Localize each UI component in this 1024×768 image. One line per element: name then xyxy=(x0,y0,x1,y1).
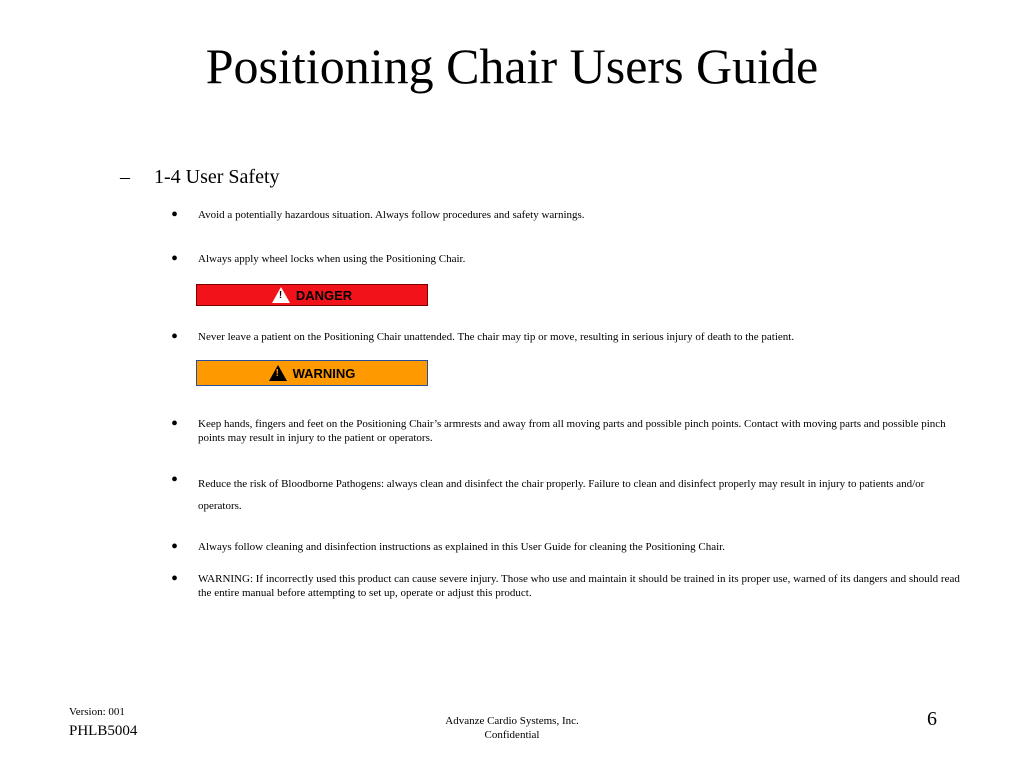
bullet-marker: • xyxy=(171,568,179,590)
page-number: 6 xyxy=(927,708,937,730)
slide-title: Positioning Chair Users Guide xyxy=(205,38,819,94)
bullet-text: Keep hands, fingers and feet on the Positioning Chair’s armrests and away from all moving parts and possible pinch points. Contact with moving parts and possible pinch points may result in injury to the patient or operators. xyxy=(198,418,946,444)
bullet-item xyxy=(171,326,961,348)
bullet-marker: • xyxy=(171,469,179,491)
bullet-text: Always apply wheel locks when using the Positioning Chair. xyxy=(198,253,466,265)
warning-banner xyxy=(196,360,428,386)
bullet-item xyxy=(171,248,961,270)
bullet-marker: • xyxy=(171,326,179,348)
bullet-text: Reduce the risk of Bloodborne Pathogens: always clean and disinfect the chair properly. Failure to clean and disinfect properly may result in injury to patients and/or operators. xyxy=(198,478,925,512)
footer-confidential: Confidential xyxy=(484,729,540,741)
footer-company-block xyxy=(412,714,612,742)
bullet-marker: • xyxy=(171,536,179,558)
bullet-marker: • xyxy=(171,413,179,435)
section-label: 1-4 User Safety xyxy=(154,166,280,188)
bullet-marker: • xyxy=(171,204,179,226)
footer-company: Advanze Cardio Systems, Inc. xyxy=(445,715,579,727)
bullet-text: Always follow cleaning and disinfection instructions as explained in this User Guide for cleaning the Positioning Chair. xyxy=(198,541,725,553)
bullet-text: Never leave a patient on the Positioning Chair unattended. The chair may tip or move, resulting in serious injury of death to the patient. xyxy=(198,331,795,343)
bullet-item xyxy=(171,413,961,445)
bullet-text: Avoid a potentially hazardous situation. Always follow procedures and safety warnings. xyxy=(198,209,585,221)
footer-version: Version: 001 xyxy=(69,706,125,718)
bullet-item xyxy=(171,204,961,226)
warning-label: WARNING xyxy=(292,365,356,381)
section-dash: – xyxy=(120,166,130,188)
footer-doc-id: PHLB5004 xyxy=(69,723,138,739)
warning-triangle-icon: ! xyxy=(269,365,287,381)
bullet-text: WARNING: If incorrectly used this product can cause severe injury. Those who use and maintain it should be trained in its proper use, warned of its dangers and should read the entire manual before attempting to set up, operate or adjust this product. xyxy=(198,573,960,599)
warning-triangle-icon: ! xyxy=(272,287,290,303)
bullet-item xyxy=(171,469,961,517)
bullet-item xyxy=(171,536,961,558)
danger-label: DANGER xyxy=(295,287,353,303)
section-heading xyxy=(120,164,280,190)
danger-banner xyxy=(196,284,428,306)
bullet-item xyxy=(171,568,961,600)
bullet-marker: • xyxy=(171,248,179,270)
